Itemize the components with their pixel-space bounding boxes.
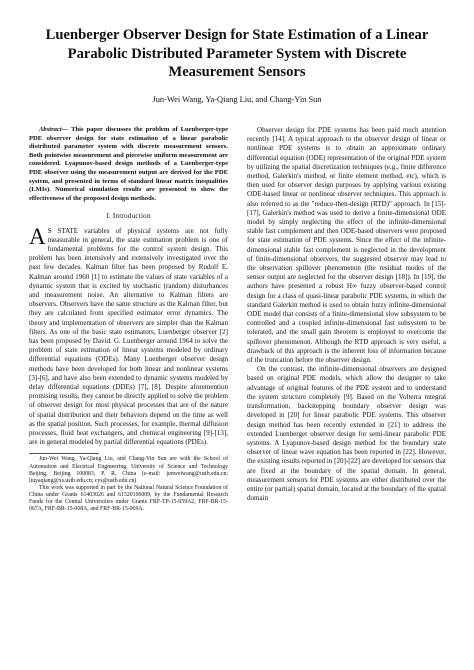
- footnote-affiliation: Jun-Wei Wang, Ya-Qiang Liu, and Chang-Yin Sun are with the School of Automation and Electrical Engineering, University of Science and Technology Beijing, Beijing 100083, P. R. China (e-mail: junweiwang@ustb.edu.cn; liuyaqiang@xs.ustb.edu.cn; cys@ustb.edu.cn): [29, 456, 228, 484]
- abstract: [29, 126, 228, 203]
- left-column: [29, 126, 228, 513]
- body-paragraph-1: Observer design for PDE systems has been paid much attention recently [14]. A typical approach to the observer design of linear or nonlinear PDE systems is to obtain an approximate ordinary differential equation (ODE) representation of the original PDE system by utilizing the spatial discretization techniques (e.g., finite difference method, Galerkin's method, or finite element method, etc), which is then used for observer design purposes by applying various existing ODE-based linear or nonlinear observer techniques. This approach is also referred to as the "reduce-then-design (RTD)" approach. In [15]-[17], Galerkin's method was used to derive a finite-dimensional ODE model by simply neglecting the effect of the infinite-dimensional stable fast complement and then ODE-based observers were proposed for state estimation of PDE systems. Since the effect of the infinite-dimensional stable fast complement is neglected in the development of finite-dimensional observers, the suggested observer may lead to the observation spillover phenomenon (the residual modes of the sensor output are neglected for the observer design [18]). In [19], the authors have presented a robust H∞ fuzzy observer-based control design for a class of quasi-linear parabolic PDE systems, in which the standard Galerkin method is used to obtain fuzzy infinite-dimensional ODE model that consists of a finite-dimensional slow subsystem to be controlled and a coupled infinite-dimensional fast subsystem to be tolerated, and the small gain theorem is employed to overcome the spillover phenomenon. Although the RTD approach is very useful, a drawback of this approach is the inherent loss of information because of the truncation before the observer design.: [247, 126, 446, 365]
- abstract-label: Abstract: [39, 126, 62, 133]
- section-heading: I. Introduction: [106, 212, 151, 221]
- drop-cap: A: [29, 223, 46, 249]
- footnote-rule: [29, 453, 99, 454]
- paper-title: Luenberger Observer Design for State Estimation of a Linear Parabolic Distributed Parameter System with Discrete Measurement Sensors: [45, 27, 429, 80]
- intro-text: S STATE variables of physical systems are not fully measurable in general, the state estimation problem is one of fundamental problems for the control system design. This problem has been intensively and extensively investigated over the past few decades. Kalman filter has been proposed by Rudolf E. Kalman around 1960 [1] to estimate the values of state variables of a dynamic system that is excited by stochastic (random) disturbances and measurement noise. An alternative to Kalman filters are observers. Observers have the same structure as the Kalman filter, but they are calculated from specified estimator error dynamics. The theory and implementation of observers are simpler than the Kalman filters. As one of the basic state estimators, Luenberger observer [2] has been proposed by David. G. Luenberger around 1964 to solve the problem of state estimation of linear systems modeled by ordinary differential equations (ODEs). Many Luenberger observer design methods have been developed for both linear and nonlinear systems [3]-[6], and have also been extended to dynamic systems modeled by delay differential equations (DDEs) [7], [8]. Despite aforemention promising results, they cannot be directly applied to solve the problem of observer design for most physical processes that are of the nature of spatial distribution and their behaviors depend on the time as well as the spatial position. Such processes, for example, thermal diffusion processes, fluid heat exchangers, and chemical engineering [9]-[13], are in general modeled by partial differential equations (PDEs).: [29, 226, 228, 447]
- abstract-text: — This paper discusses the problem of Luenberger-type PDE observer design for state estimation of a linear parabolic distributed parameter system with discrete measurement sensors. Both pointwise measurement and piecewise uniform measurement are considered. Lyapunov-based design methods of a Luenberger-type PDE observer using the measurement output are derived for the PDE system, and presented in terms of standard linear matrix inequalities (LMIs). Numerical simulation results are presented to show the effectiveness of the proposed design methods.: [29, 126, 228, 202]
- footnotes: [29, 456, 228, 513]
- right-column: [247, 126, 446, 503]
- paper-authors: Jun-Wei Wang, Ya-Qiang Liu, and Chang-Yin Sun: [152, 95, 322, 104]
- body-paragraph-2: On the contrast, the infinite-dimensional observers are designed based on original PDE models, which allow the designer to take advantage of original features of the PDE system and to understand the system structure completely [9]. Based on the Volterra integral transformation, backstepping boundary observer design was developed in [20] for linear parabolic PDE systems. This observer design method has been recently extended in [21] to address the extended Luenberger observer design for semi-linear parabolic PDE systems. A Lyapunov-based design method for the boundary state observer of linear wave equation has been reported in [22]. However, the existing results reported in [20]-[22] are developed for sensors that are fixed at the boundary of the spatial domain. In general, measurement sensors for PDE systems are either distributed over the entire (or partial) spatial domain, located at the boundary of the spatial domain: [247, 365, 446, 503]
- intro-paragraph: [29, 223, 228, 448]
- footnote-funding: This work was supported in part by the National Natural Science Foundation of China under Grants 61403026 and 61520106009, by the Fundamental Research Funds for the Central Universities under Grants FRF-TP-15-059A2, FRF-BR-15-067A, FRF-BR-15-068A, and FRF-BR-15-069A.: [29, 484, 228, 513]
